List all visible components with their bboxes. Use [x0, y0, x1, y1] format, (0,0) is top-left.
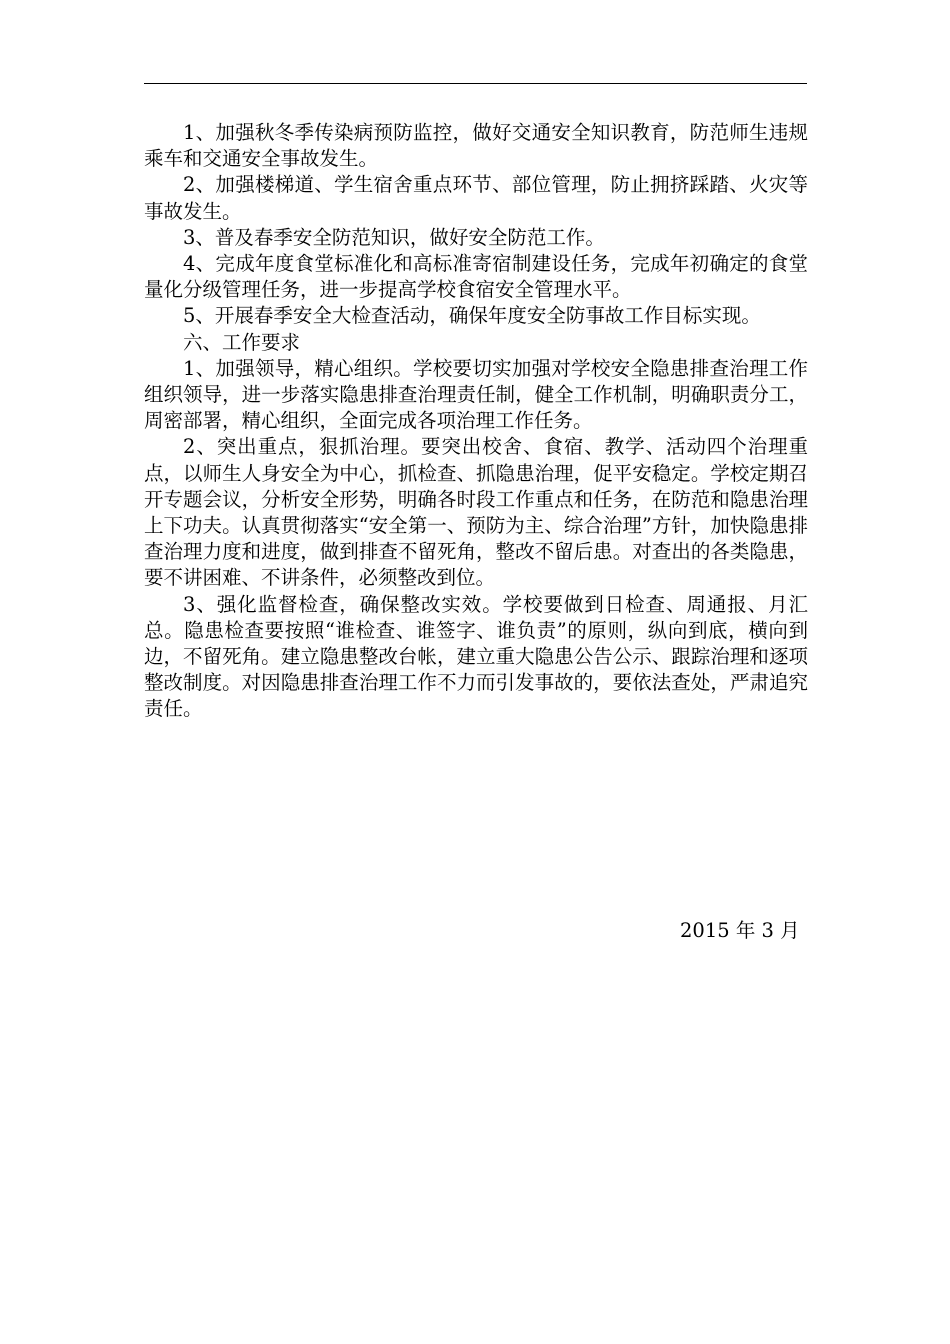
paragraph-measure-1: 1、加强秋冬季传染病预防监控，做好交通安全知识教育，防范师生违规乘车和交通安全事故发生。	[144, 121, 808, 171]
paragraph-measure-3: 3、普及春季安全防范知识，做好安全防范工作。	[183, 225, 605, 249]
paragraph-measure-5: 5、开展春季安全大检查活动，确保年度安全防事故工作目标实现。	[183, 304, 761, 328]
document-body	[144, 120, 808, 723]
paragraph-measure-4: 4、完成年度食堂标准化和高标准寄宿制建设任务，完成年初确定的食堂量化分级管理任务，进一步提高学校食宿安全管理水平。	[144, 252, 808, 302]
paragraph-measure-2: 2、加强楼梯道、学生宿舍重点环节、部位管理，防止拥挤踩踏、火灾等事故发生。	[144, 173, 808, 223]
document-date: 2015 年 3 月	[680, 919, 800, 942]
paragraph-requirement-1: 1、加强领导，精心组织。学校要切实加强对学校安全隐患排查治理工作组织领导，进一步落实隐患排查治理责任制，健全工作机制，明确职责分工，周密部署，精心组织，全面完成各项治理工作任务。	[144, 356, 808, 433]
paragraph-requirement-2: 2、突出重点，狠抓治理。要突出校舍、食宿、教学、活动四个治理重点，以师生人身安全为中心，抓检查、抓隐患治理，促平安稳定。学校定期召开专题会议，分析安全形势，明确各时段工作重点和任务，在防范和隐患治理上下功夫。认真贯彻落实“安全第一、预防为主、综合治理”方针，加快隐患排查治理力度和进度，做到排查不留死角，整改不留后患。对查出的各类隐患，要不讲困难、不讲条件，必须整改到位。	[144, 435, 808, 590]
paragraph-requirement-3: 3、强化监督检查，确保整改实效。学校要做到日检查、周通报、月汇总。隐患检查要按照“谁检查、谁签字、谁负责”的原则，纵向到底，横向到边，不留死角。建立隐患整改台帐，建立重大隐患公告公示、跟踪治理和逐项整改制度。对因隐患排查治理工作不力而引发事故的，要依法查处，严肃追究责任。	[144, 592, 808, 721]
header-rule	[144, 83, 807, 84]
section-heading-work-requirements: 六、工作要求	[183, 330, 301, 354]
